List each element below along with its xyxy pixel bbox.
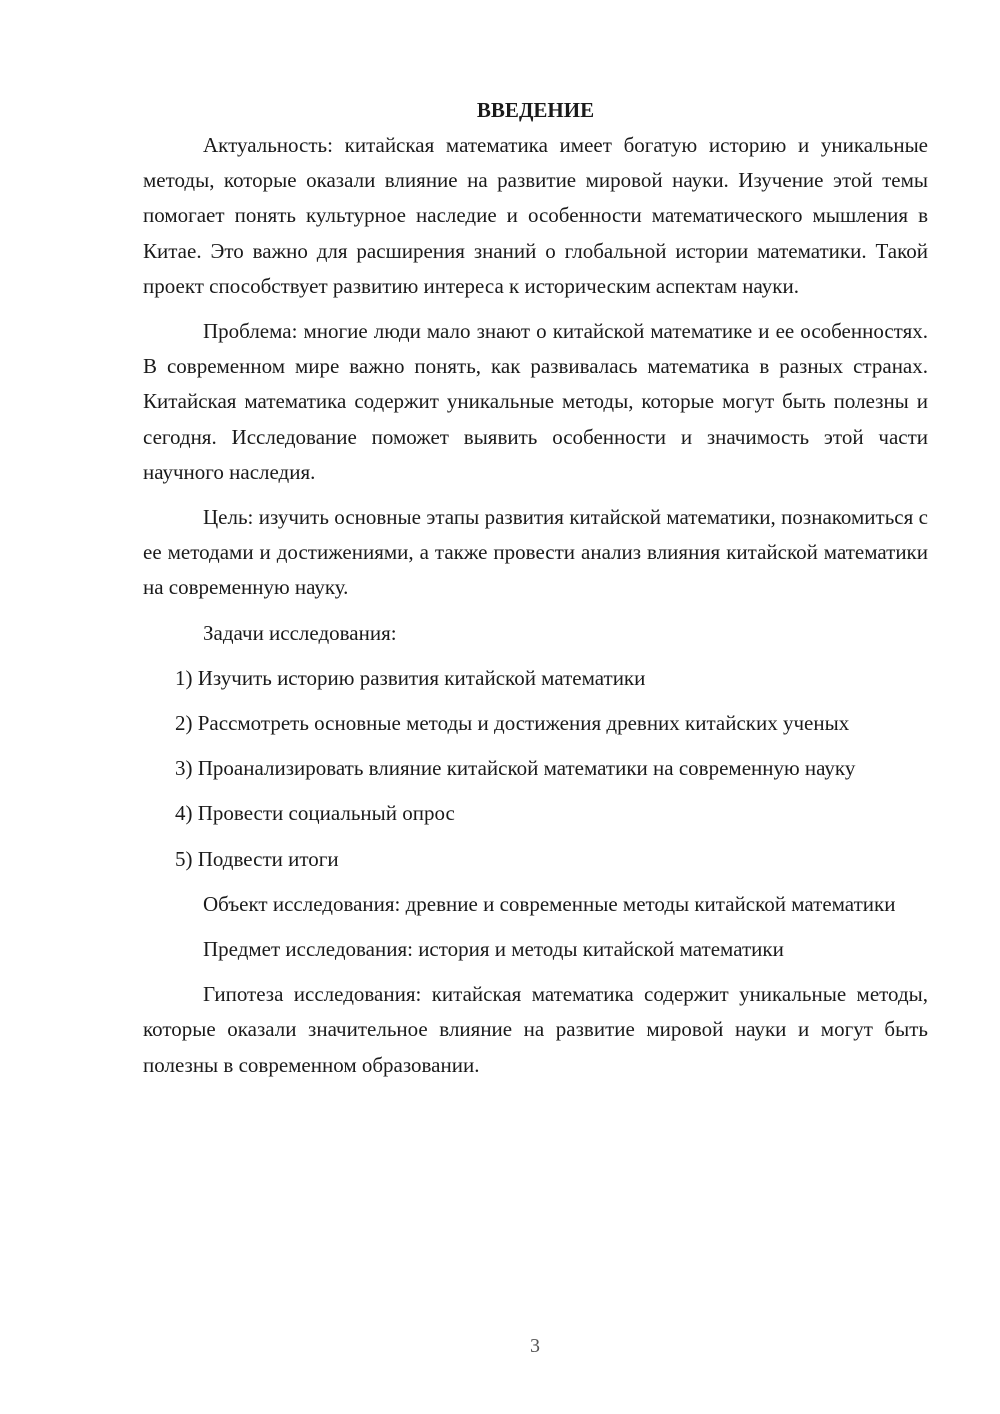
section-heading: ВВЕДЕНИЕ (476, 98, 595, 122)
document-page (143, 95, 928, 1093)
task-item-5: 5) Подвести итоги (175, 846, 339, 871)
paragraph-goal: Цель: изучить основные этапы развития китайской математики, познакомиться с ее методами и достижениями, а также провести анализ влияния китайской математики на современную науку. (143, 505, 928, 600)
task-item-4: 4) Провести социальный опрос (175, 801, 455, 826)
paragraph-relevance: Актуальность: китайская математика имеет богатую историю и уникальные методы, которые оказали влияние на развитие мировой науки. Изучение этой темы помогает понять культурное наследие и особенности математического мышления в Китае. Это важно для расширения знаний о глобальной истории математики. Такой проект способствует развитию интереса к историческим аспектам науки. (143, 133, 928, 298)
tasks-title: Задачи исследования: (203, 620, 397, 645)
paragraph-hypothesis: Гипотеза исследования: китайская математика содержит уникальные методы, которые оказали значительное влияние на развитие мировой науки и могут быть полезны в современном образовании. (143, 982, 928, 1077)
task-item-3: 3) Проанализировать влияние китайской математики на современную науку (175, 756, 856, 781)
page-number: 3 (530, 1335, 540, 1357)
task-item-1: 1) Изучить историю развития китайской математики (175, 665, 646, 690)
paragraph-subject: Предмет исследования: история и методы китайской математики (203, 937, 784, 962)
paragraph-object: Объект исследования: древние и современные методы китайской математики (203, 891, 896, 916)
task-item-2: 2) Рассмотреть основные методы и достижения древних китайских ученых (175, 711, 850, 736)
paragraph-problem: Проблема: многие люди мало знают о китайской математике и ее особенностях. В современном мире важно понять, как развивалась математика в разных странах. Китайская математика содержит уникальные методы, которые могут быть полезны и сегодня. Исследование поможет выявить особенности и значимость этой части научного наследия. (143, 319, 928, 484)
